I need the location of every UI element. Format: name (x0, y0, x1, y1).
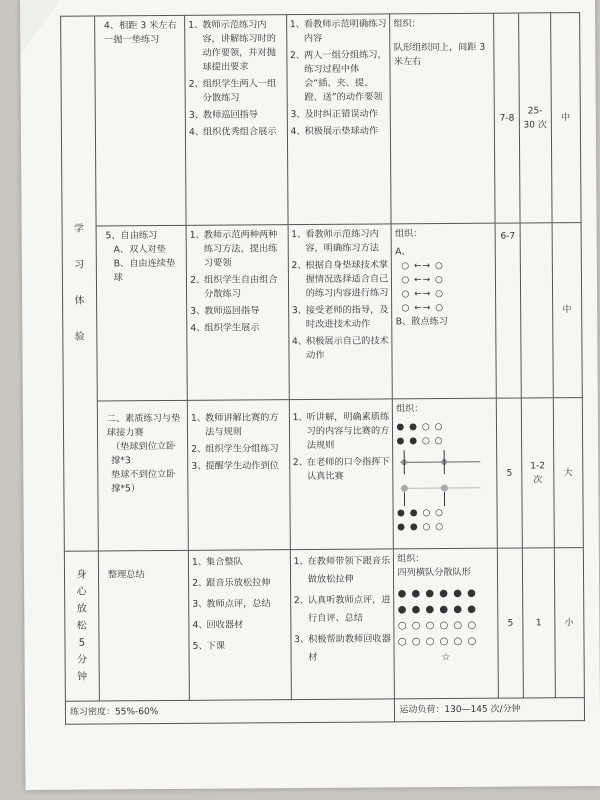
list-item: 3、 教师巡回指导 (190, 305, 260, 317)
table-row (62, 223, 582, 402)
end-line (401, 488, 481, 489)
list-item: 4、 积极展示自己的技术动作 (291, 335, 389, 362)
teacher-cell (188, 550, 291, 701)
section-label-relax: 身 心 放 松 5 分 钟 (64, 551, 99, 701)
pair-formation: ○ ←→ ○ (401, 275, 444, 286)
pair-formation: ○ ←→ ○ (401, 303, 445, 314)
paper-sheet (20, 0, 600, 790)
pair-formation: ○ ←→ ○ (401, 261, 444, 272)
content-cell: 整理总结 (98, 550, 189, 701)
list-item: 4、 组织优秀组合展示 (188, 126, 277, 138)
teacher-cell (187, 400, 290, 551)
table-row (61, 13, 581, 227)
list-item: 2、 组织学生自由组合分散练习 (190, 274, 278, 300)
intensity-cell: 中 (550, 13, 581, 223)
marker-cone (441, 485, 448, 492)
table-row (64, 548, 584, 702)
count-cell: 1-2 次 (521, 398, 554, 548)
relay-bottom-rows: ● ● ○ ○ ● ● ○ ○ (396, 508, 445, 533)
list-item: 3、 教师巡回指导 (188, 109, 259, 121)
student-cell (286, 14, 391, 225)
section-label-practice: 学 习 体 验 (61, 16, 99, 551)
teacher-star-icon: ☆ (441, 652, 452, 664)
organization-cell: 组织： 队形组织同上，间距 3 米左右 (390, 13, 495, 224)
table-row (63, 398, 583, 552)
time-cell: 5 (497, 398, 523, 548)
student-cell (289, 399, 394, 550)
teacher-cell (186, 225, 289, 401)
list-item: 3、 提醒学生动作到位 (191, 460, 279, 472)
relay-top-rows: ● ● ○ ○ ● ● ○ ○ (396, 422, 444, 447)
list-item: 1、 集合整队 (191, 556, 243, 568)
list-item: 4、 组织学生展示 (190, 322, 260, 334)
intensity-cell: 大 (553, 398, 583, 548)
list-item: 1、 听讲解，明确素质练习的内容与比赛的方法规则 (292, 411, 390, 452)
time-cell: 5 (498, 548, 524, 698)
list-item: 2、 组织学生两人一组分散练习 (188, 78, 277, 104)
student-row-filled: ● ● ● ● ● ● (397, 587, 477, 600)
list-item: 2、 在老师的口令指挥下认真比赛 (292, 456, 390, 483)
list-item: 2、 组织学生分组练习 (191, 443, 279, 455)
content-cell: 4、相距 3 米左右一抛一垫练习 (94, 15, 186, 226)
start-line (401, 462, 481, 463)
list-item: 1、 教师讲解比赛的方法与规则 (190, 412, 279, 438)
list-item: 1、 教师示范两种两种练习方法，提出练习要领 (189, 229, 278, 269)
count-cell (520, 223, 553, 398)
count-cell: 1 (522, 548, 555, 698)
count-cell: 25-30 次 (519, 13, 552, 223)
student-row-open: ○ ○ ○ ○ ○ ○ (397, 635, 478, 648)
lesson-plan-table (60, 12, 585, 725)
pair-formation: ○ ←→ ○ (401, 289, 445, 300)
organization-cell: 组织： ● ● ○ ○ ● ● ○ ○ ● ● ○ ○ ● ● ○ ○ (393, 398, 498, 549)
teacher-cell (185, 15, 288, 226)
intensity-cell: 中 (552, 223, 583, 398)
exercise-load: 运动负荷：130—145 次/分钟 (395, 698, 585, 722)
list-item: 3、 教师点评，总结 (192, 598, 271, 610)
list-item: 2、 认真听教师点评，进行自评、总结 (293, 594, 391, 625)
list-item: 2、 跟音乐放松拉伸 (192, 577, 271, 589)
folded-corner (20, 0, 60, 55)
list-item: 3、 积极帮助教师回收器材 (294, 633, 391, 664)
content-cell: 二、素质练习与垫球接力赛 （垫球到位立卧撑*3 垫球不到位立卧撑*5） (97, 400, 188, 551)
content-cell: 5、自由练习 A、双人对垫 B、自由连续垫球 (96, 225, 187, 401)
list-item: 1、 教师示范练习内容，讲解练习时的动作要领，并对抛球提出要求 (188, 19, 277, 73)
student-row-filled: ● ● ● ● ● ● (397, 603, 477, 616)
list-item: 1、 看教师示范练习内容，明确练习方法 (291, 228, 379, 255)
list-item: 2、 两人一组分组练习，练习过程中体会“插、夹、提、蹬、送”的动作要领 (289, 49, 387, 104)
student-row-open: ○ ○ ○ ○ ○ ○ (397, 619, 478, 632)
list-item: 2、 根据自身垫球技术掌握情况选择适合自己的练习内容进行练习 (291, 259, 389, 300)
organization-cell: 组织： A、 ○ ←→ ○ ○ ←→ ○ ○ ←→ ○ ○ ←→ ○ B、散点练习 (391, 223, 496, 399)
student-cell (290, 549, 395, 700)
list-item: 1、 看教师示范明确练习内容 (289, 18, 387, 45)
intensity-cell: 小 (554, 548, 584, 698)
footer-row (65, 698, 584, 725)
marker-cone (401, 485, 408, 492)
relay-diagram (397, 448, 483, 507)
student-cell (288, 224, 393, 400)
exercise-density: 练习密度：55%-60% (65, 699, 395, 724)
list-item: 3、 接受老师的指导，及时改进技术动作 (291, 304, 389, 331)
list-item: 5、 下课 (192, 640, 226, 652)
time-cell: 7-8 (494, 13, 520, 223)
list-item: 1、 在教师带领下跟音乐做放松拉伸 (293, 555, 391, 586)
list-item: 4、 积极展示垫球动作 (290, 125, 379, 138)
list-item: 4、 回收器材 (192, 619, 244, 631)
list-item: 3、 及时纠正错误动作 (290, 108, 378, 121)
organization-cell: 组织： 四列横队分散队形 ● ● ● ● ● ● ● ● ● ● ● ● ○ ○ ○ ○ ○ ○ ○ ○ ○ ○ ○ ○ ☆ (394, 548, 499, 699)
time-cell: 6-7 (495, 223, 521, 398)
